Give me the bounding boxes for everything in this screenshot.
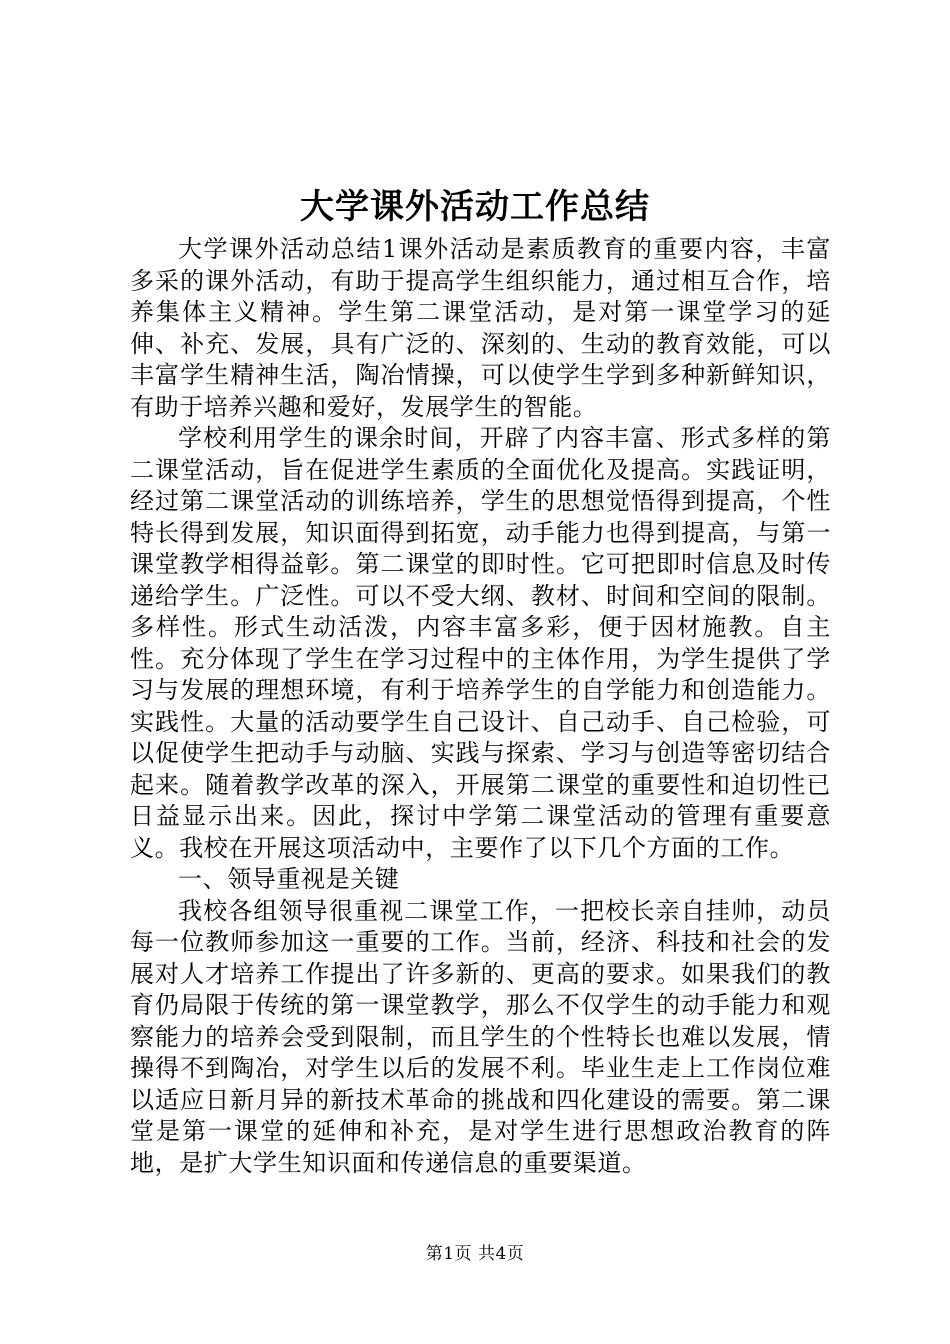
body-paragraph-2: 学校利用学生的课余时间，开辟了内容丰富、形式多样的第二课堂活动，旨在促进学生素质的全面优化及提高。实践证明，经过第二课堂活动的训练培养，学生的思想觉悟得到提高，个性特长得到发展，知识面得到拓宽，动手能力也得到提高，与第一课堂教学相得益彰。第二课堂的即时性。它可把即时信息及时传递给学生。广泛性。可以不受大纲、教材、时间和空间的限制。多样性。形式生动活泼，内容丰富多彩，便于因材施教。自主性。充分体现了学生在学习过程中的主体作用，为学生提供了学习与发展的理想环境，有利于培养学生的自学能力和创造能力。实践性。大量的活动要学生自己设计、自己动手、自己检验，可以促使学生把动手与动脑、实践与探索、学习与创造等密切结合起来。随着教学改革的深入，开展第二课堂的重要性和迫切性已日益显示出来。因此，探讨中学第二课堂活动的管理有重要意义。我校在开展这项活动中，主要作了以下几个方面的工作。 xyxy=(130,424,831,862)
body-paragraph-1: 大学课外活动总结1课外活动是素质教育的重要内容，丰富多采的课外活动，有助于提高学生组织能力，通过相互合作，培养集体主义精神。学生第二课堂活动，是对第一课堂学习的延伸、补充、发展，具有广泛的、深刻的、生动的教育效能，可以丰富学生精神生活，陶冶情操，可以使学生学到多种新鲜知识，有助于培养兴趣和爱好，发展学生的智能。 xyxy=(130,235,831,421)
section-paragraph: 我校各组领导很重视二课堂工作，一把校长亲自挂帅，动员每一位教师参加这一重要的工作。当前，经济、科技和社会的发展对人才培养工作提出了许多新的、更高的要求。如果我们的教育仍局限于传统的第一课堂教学，那么不仅学生的动手能力和观察能力的培养会受到限制，而且学生的个性特长也难以发展，情操得不到陶冶，对学生以后的发展不利。毕业生走上工作岗位难以适应日新月异的新技术革命的挑战和四化建设的需要。第二课堂是第一课堂的延伸和补充，是对学生进行思想政治教育的阵地，是扩大学生知识面和传递信息的重要渠道。 xyxy=(130,896,831,1177)
document-body xyxy=(130,234,831,1179)
page-footer: 第1页 共4页 xyxy=(425,1244,525,1264)
section-heading: 一、领导重视是关键 xyxy=(178,865,400,893)
document-title: 大学课外活动工作总结 xyxy=(300,187,650,227)
